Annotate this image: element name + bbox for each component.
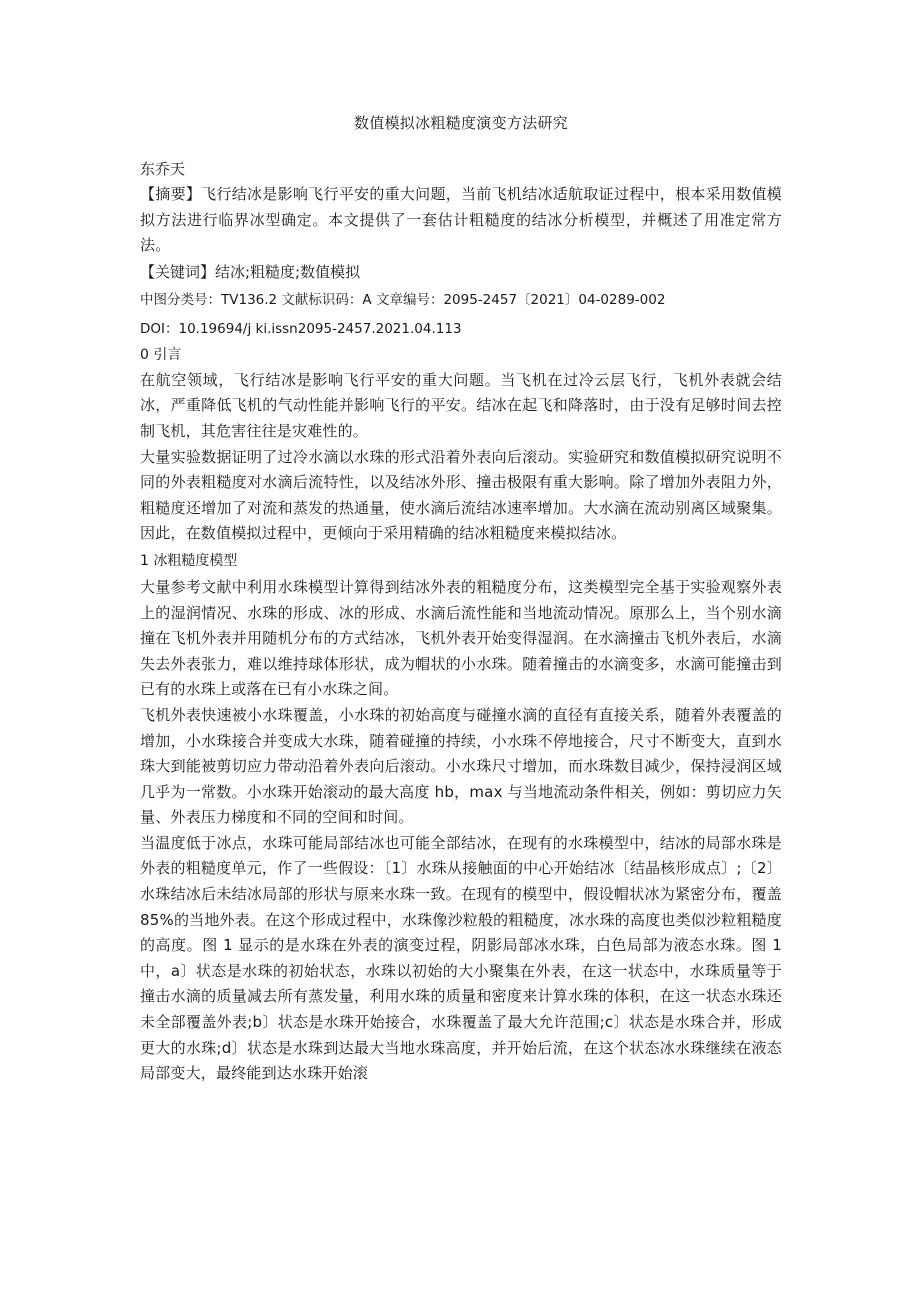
doi-line: DOI：10.19694/j ki.issn2095-2457.2021.04.113 [140,320,462,337]
section-heading-intro: 0 引言 [140,346,182,363]
document-page [140,112,782,1087]
body-paragraph: 大量参考文献中利用水珠模型计算得到结冰外表的粗糙度分布，这类模型完全基于实验观察外表上的湿润情况、水珠的形成、冰的形成、水滴后流性能和当地流动情况。原那么上，当个别水滴撞在飞机外表并用随机分布的方式结冰，飞机外表开始变得湿润。在水滴撞击飞机外表后，水滴失去外表张力，难以维持球体形状，成为帽状的小水珠。随着撞击的水滴变多，水滴可能撞击到已有的水珠上或落在已有小水珠之间。 [140,577,782,699]
classification-line: 中图分类号：TV136.2 文献标识码：A 文章编号：2095-2457〔2021〕04-0289-002 [140,291,666,308]
author-name: 东乔天 [140,160,186,178]
keywords-line: 【关键词】结冰;粗糙度;数值模拟 [140,262,361,281]
abstract-paragraph: 【摘要】飞行结冰是影响飞行平安的重大问题，当前飞机结冰适航取证过程中，根本采用数值模拟方法进行临界冰型确定。本文提供了一套估计粗糙度的结冰分析模型，并概述了用准定常方法。 [140,185,782,255]
body-paragraph: 在航空领域，飞行结冰是影响飞行平安的重大问题。当飞机在过冷云层飞行，飞机外表就会结冰，严重降低飞机的气动性能并影响飞行的平安。结冰在起飞和降落时，由于没有足够时间去控制飞机，其危害往往是灾难性的。 [140,370,782,440]
section-heading-model: 1 冰粗糙度模型 [140,552,238,569]
body-paragraph: 大量实验数据证明了过冷水滴以水珠的形式沿着外表向后滚动。实验研究和数值模拟研究说明不同的外表粗糙度对水滴后流特性，以及结冰外形、撞击极限有重大影响。除了增加外表阻力外，粗糙度还增加了对流和蒸发的热通量，使水滴后流结冰速率增加。大水滴在流动别离区域聚集。因此，在数值模拟过程中，更倾向于采用精确的结冰粗糙度来模拟结冰。 [140,447,782,543]
body-paragraph: 当温度低于冰点，水珠可能局部结冰也可能全部结冰，在现有的水珠模型中，结冰的局部水珠是外表的粗糙度单元，作了一些假设：〔1〕水珠从接触面的中心开始结冰〔结晶核形成点〕;〔2〕水珠结冰后未结冰局部的形状与原来水珠一致。在现有的模型中，假设帽状冰为紧密分布，覆盖 85%的当地外表。在这个形成过程中，水珠像沙粒般的粗糙度，冰水珠的高度也类似沙粒粗糙度的高度。图 1 显示的是水珠在外表的演变过程，阴影局部冰水珠，白色局部为液态水珠。图 1 中，a〕状态是水珠的初始状态，水珠以初始的大小聚集在外表，在这一状态中，水珠质量等于撞击水滴的质量减去所有蒸发量，利用水珠的质量和密度来计算水珠的体积，在这一状态水珠还未全部覆盖外表;b〕状态是水珠开始接合，水珠覆盖了最大允许范围;c〕状态是水珠合并，形成更大的水珠;d〕状态是水珠到达最大当地水珠高度，并开始后流，在这个状态冰水珠继续在液态局部变大，最终能到达水珠开始滚 [140,833,782,1083]
body-paragraph: 飞机外表快速被小水珠覆盖，小水珠的初始高度与碰撞水滴的直径有直接关系，随着外表覆盖的增加，小水珠接合并变成大水珠，随着碰撞的持续，小水珠不停地接合，尺寸不断变大，直到水珠大到能被剪切应力带动沿着外表向后滚动。小水珠尺寸增加，而水珠数目减少，保持浸润区域几乎为一常数。小水珠开始滚动的最大高度 hb，max 与当地流动条件相关，例如：剪切应力矢量、外表压力梯度和不同的空间和时间。 [140,705,782,827]
document-title: 数值模拟冰粗糙度演变方法研究 [353,114,569,132]
